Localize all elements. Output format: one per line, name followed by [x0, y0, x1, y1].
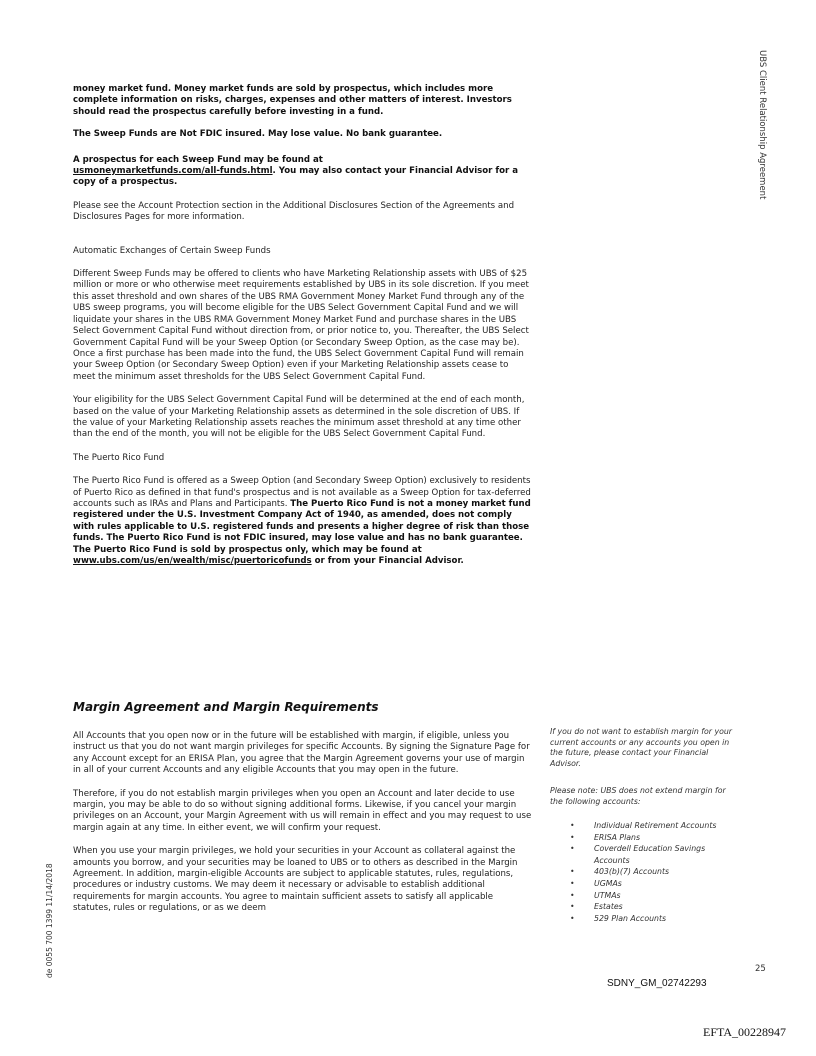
puerto-rico-link[interactable]: www.ubs.com/us/en/wealth/misc/puertoricofunds — [73, 556, 312, 566]
side-tab-title: UBS Client Relationship Agreement — [757, 50, 767, 200]
list-item: • Individual Retirement Accounts — [570, 820, 740, 832]
bates-number: SDNY_GM_02742293 — [607, 978, 707, 989]
list-item: • Estates — [570, 901, 740, 913]
puerto-rico-warning: The Puerto Rico Fund is not a money market fund registered under the U.S. Investment Company Act of 1940, as amended, does not comply with rules applicable to U.S. registered funds and presents a higher degree of risk than those funds. The Puerto Rico Fund is not FDIC insured, may lose value and has no bank guarantee. The Puerto Rico Fund is sold by prospectus only, which may be found at — [73, 498, 531, 555]
page-number: 25 — [755, 964, 766, 974]
list-item: • UGMAs — [570, 878, 740, 890]
prospectus-text: A prospectus for each Sweep Fund may be found at — [73, 154, 323, 165]
efta-number: EFTA_00228947 — [703, 1025, 787, 1039]
paragraph-account-protection: Please see the Account Protection section in the Additional Disclosures Section of the Agreements and Disclosures Pages for more information. — [73, 200, 515, 223]
list-item: • 529 Plan Accounts — [570, 913, 740, 925]
list-item: • ERISA Plans — [570, 832, 740, 844]
paragraph-prospectus — [73, 155, 533, 189]
paragraph-sweep-funds: Different Sweep Funds may be offered to clients who have Marketing Relationship assets with UBS of $25 million or more or who otherwise meet requirements established by UBS in its sole discretion. If you meet this asset threshold and own shares of the UBS RMA Government Money Market Fund through any of the UBS sweep programs, you will become eligible for the UBS Select Government Capital Fund and we will liquidate your shares in the UBS RMA Government Money Market Fund and purchase shares in the UBS Select Government Capital Fund without direction from, or prior notice to, you. Thereafter, the UBS Select Government Capital Fund will be your Sweep Option (or Secondary Sweep Option, as the case may be). Once a first purchase has been made into the fund, the UBS Select Government Capital Fund will remain your Sweep Option (or Secondary Sweep Option) even if your Marketing Relationship assets cease to meet the minimum asset thresholds for the UBS Select Government Capital Fund. — [73, 269, 529, 382]
list-item: • Coverdell Education Savings Accounts — [570, 843, 740, 866]
margin-exclusions-note: Please note: UBS does not extend margin for the following accounts: — [550, 786, 726, 806]
margin-section — [73, 731, 533, 915]
puerto-rico-text: The Puerto Rico Fund is offered as a Sweep Option (and Secondary Sweep Option) exclusively to residents of Puerto Rico as defined in that fund's prospectus and is not available as a Sweep Option for tax-deferred accounts such as IRAs and Plans and Participants. — [73, 476, 531, 509]
subheading-automatic-exchanges: Automatic Exchanges of Certain Sweep Funds — [73, 245, 271, 256]
list-item: • UTMAs — [570, 890, 740, 902]
excluded-accounts-list — [570, 820, 740, 924]
sweep-section — [73, 84, 533, 567]
paragraph-margin-collateral: When you use your margin privileges, we hold your securities in your Account as collateral against the amounts you borrow, and your securities may be loaned to UBS or to others as described in the Margin Agreement. In addition, margin-eligible Accounts are subject to applicable statutes, rules, regulations, procedures or industry customs. We may deem it necessary or advisable to establish additional requirements for margin accounts. You agree to maintain sufficient assets to satisfy all applicable statutes, rules or regulations, or as we deem — [73, 846, 518, 914]
puerto-rico-text-end: or from your Financial Advisor. — [311, 556, 464, 566]
paragraph-margin-accounts: All Accounts that you open now or in the future will be established with margin, if eligible, unless you instruct us that you do not want margin privileges for specific Accounts. By signing the Signature Page for any Account except for an ERISA Plan, you agree that the Margin Agreement governs your use of margin in all of your current Accounts and any eligible Accounts that you may open in the future. — [73, 731, 530, 776]
paragraph-fdic-warning: The Sweep Funds are Not FDIC insured. May lose value. No bank guarantee. — [73, 129, 443, 140]
paragraph-eligibility: Your eligibility for the UBS Select Government Capital Fund will be determined at the end of each month, based on the value of your Marketing Relationship assets as determined in the sole discretion of UBS. If the value of your Marketing Relationship assets reaches the minimum asset threshold at any time other than the end of the month, you will not be eligible for the UBS Select Government Capital Fund. — [73, 395, 525, 440]
margin-note: If you do not want to establish margin for your current accounts or any accounts you open in the future, please contact your Financial Advisor. — [550, 727, 733, 768]
prospectus-link[interactable]: usmoneymarketfunds.com/all-funds.html — [73, 166, 273, 177]
paragraph-puerto-rico — [73, 476, 533, 567]
paragraph-money-market: money market fund. Money market funds are sold by prospectus, which includes more complete information on risks, charges, expenses and other matters of interest. Investors should read the prospectus carefully before investing in a fund. — [73, 84, 512, 117]
subheading-puerto-rico: The Puerto Rico Fund — [73, 452, 165, 463]
section-heading-margin: Margin Agreement and Margin Requirements — [73, 700, 379, 714]
paragraph-margin-privileges: Therefore, if you do not establish margin privileges when you open an Account and later decide to use margin, you may be able to do so without signing additional forms. Likewise, if you cancel your margin privileges on an Account, your Margin Agreement with us will remain in effect and you may request to use margin again at any time. In either event, we will confirm your request. — [73, 788, 532, 833]
list-item: • 403(b)(7) Accounts — [570, 866, 740, 878]
document-id: de 0055 700 1399 11/14/2018 — [45, 863, 54, 978]
prospectus-text-end: . You may also contact your Financial Advisor for a copy of a prospectus. — [73, 166, 519, 188]
